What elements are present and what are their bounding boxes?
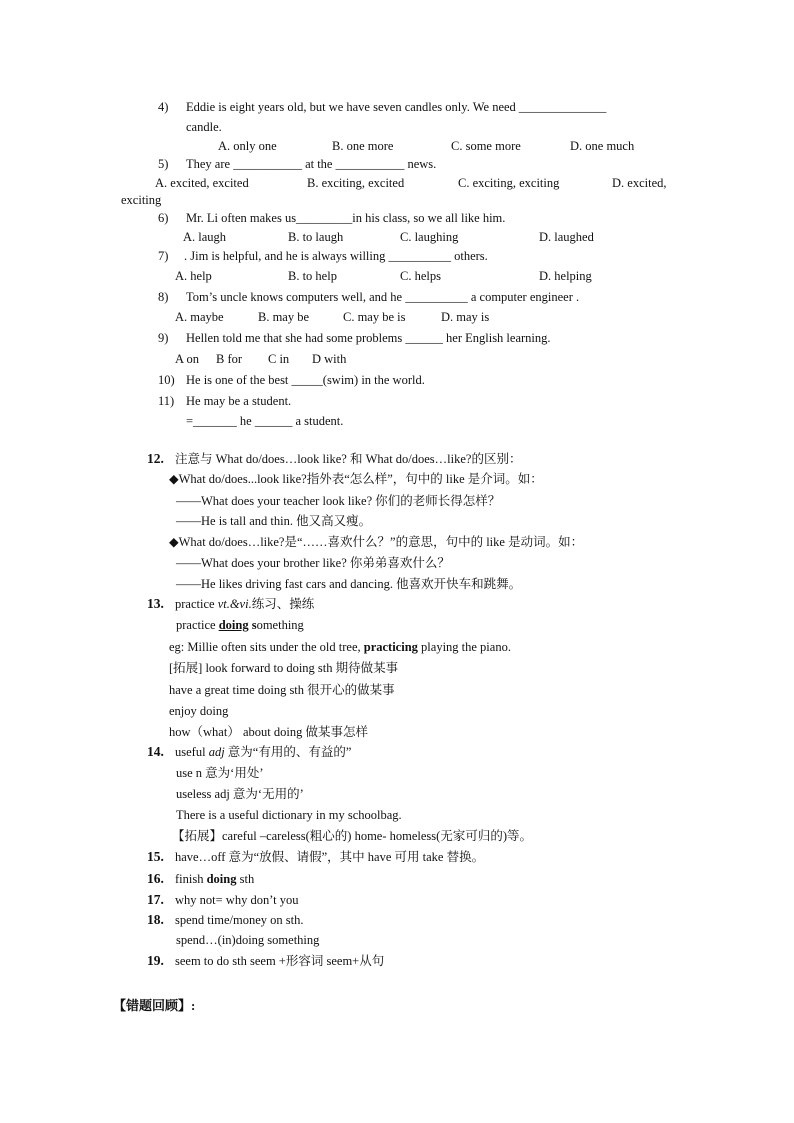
q4-option-d: D. one much xyxy=(570,139,635,153)
q4-option-b: B. one more xyxy=(332,139,394,153)
q6-option-a: A. laugh xyxy=(183,230,227,244)
note14-title: useful adj 意为“有用的、有益的” xyxy=(175,745,352,759)
note13-extension-1: [拓展] look forward to doing sth 期待做某事 xyxy=(169,661,399,675)
note13-extension-4: how（what） about doing 做某事怎样 xyxy=(169,725,368,739)
note12-example-3: ——What does your brother like? 你弟弟喜欢什么？ xyxy=(176,556,450,570)
q5-option-d: D. excited, xyxy=(612,176,667,190)
note13-example: eg: Millie often sits under the old tree, practicing playing the piano. xyxy=(169,640,511,654)
note13-number: 13. xyxy=(147,596,164,611)
q4-option-a: A. only one xyxy=(218,139,277,153)
q8-option-a: A. maybe xyxy=(175,310,224,324)
q7-option-b: B. to help xyxy=(288,269,337,283)
q5-number: 5) xyxy=(158,157,169,171)
q9-option-b: B for xyxy=(216,352,243,366)
q7-stem: . Jim is helpful, and he is always willing __________ others. xyxy=(184,249,488,263)
note18-number: 18. xyxy=(147,912,164,927)
q9-stem: Hellen told me that she had some problems ______ her English learning. xyxy=(186,331,551,345)
mistake-review-heading: 【错题回顾】: xyxy=(113,998,196,1013)
q6-option-b: B. to laugh xyxy=(288,230,344,244)
note16-text: finish doing sth xyxy=(175,872,255,886)
note12-example-2: ——He is tall and thin. 他又高又瘦。 xyxy=(176,514,372,528)
q8-number: 8) xyxy=(158,290,169,304)
note14-line-2: useless adj 意为‘无用的’ xyxy=(176,787,304,801)
q11-stem: He may be a student. xyxy=(186,394,292,408)
q4-stem: Eddie is eight years old, but we have seven candles only. We need ______________ xyxy=(186,100,607,114)
q5-option-b: B. exciting, excited xyxy=(307,176,405,190)
q9-option-a: A on xyxy=(175,352,199,366)
q5-option-c: C. exciting, exciting xyxy=(458,176,560,190)
q9-option-c: C in xyxy=(268,352,290,366)
q11-number: 11) xyxy=(158,394,175,408)
q5-option-a: A. excited, excited xyxy=(155,176,249,190)
q5-option-d-continued: exciting xyxy=(121,193,162,207)
q4-stem-continued: candle. xyxy=(186,120,222,134)
q7-number: 7) xyxy=(158,249,169,263)
note18-line-2: spend…(in)doing something xyxy=(176,933,320,947)
note14-line-3: There is a useful dictionary in my schoolbag. xyxy=(176,808,402,822)
q11-rewrite: =_______ he ______ a student. xyxy=(186,414,344,428)
q4-option-c: C. some more xyxy=(451,139,521,153)
note19-text: seem to do sth seem +形容词 seem+从句 xyxy=(175,954,385,968)
note14-line-1: use n 意为‘用处’ xyxy=(176,766,264,780)
note12-like-rule: ◆What do/does…like?是“……喜欢什么？”的意思，句中的 like 是动词。如： xyxy=(169,535,584,549)
note17-number: 17. xyxy=(147,892,164,907)
q8-option-c: C. may be is xyxy=(343,310,406,324)
q4-number: 4) xyxy=(158,100,169,114)
q6-option-d: D. laughed xyxy=(539,230,594,244)
q5-stem: They are ___________ at the ___________ news. xyxy=(186,157,437,171)
q10-number: 10) xyxy=(158,373,175,387)
note12-look-like-rule: ◆What do/does...look like?指外表“怎么样”，句中的 like 是介词。如： xyxy=(169,472,543,486)
q8-option-d: D. may is xyxy=(441,310,490,324)
note12-example-1: ——What does your teacher look like? 你们的老师长得怎样？ xyxy=(176,494,501,508)
note15-number: 15. xyxy=(147,849,164,864)
note18-text: spend time/money on sth. xyxy=(175,913,304,927)
note13-extension-3: enjoy doing xyxy=(169,704,229,718)
q7-option-d: D. helping xyxy=(539,269,592,283)
note16-number: 16. xyxy=(147,871,164,886)
note13-extension-2: have a great time doing sth 很开心的做某事 xyxy=(169,683,395,697)
q9-number: 9) xyxy=(158,331,169,345)
q7-option-a: A. help xyxy=(175,269,212,283)
note12-example-4: ——He likes driving fast cars and dancing. 他喜欢开快车和跳舞。 xyxy=(176,577,522,591)
note14-extension: 【拓展】careful –careless(粗心的) home- homeless(无家可归的)等。 xyxy=(172,829,532,843)
q10-stem: He is one of the best _____(swim) in the world. xyxy=(186,373,425,387)
q9-option-d: D with xyxy=(312,352,347,366)
q8-option-b: B. may be xyxy=(258,310,310,324)
note12-number: 12. xyxy=(147,451,164,466)
note19-number: 19. xyxy=(147,953,164,968)
q6-option-c: C. laughing xyxy=(400,230,459,244)
note15-text: have…off 意为“放假、请假”，其中 have 可用 take 替换。 xyxy=(175,850,485,864)
note13-pattern: practice doing something xyxy=(176,618,304,632)
note12-title: 注意与 What do/does…look like? 和 What do/does…like?的区别： xyxy=(175,452,522,466)
note13-title: practice vt.&vi.练习、操练 xyxy=(175,597,315,611)
note14-number: 14. xyxy=(147,744,164,759)
note17-text: why not= why don’t you xyxy=(175,893,299,907)
q6-number: 6) xyxy=(158,211,169,225)
q8-stem: Tom’s uncle knows computers well, and he __________ a computer engineer . xyxy=(186,290,580,304)
q6-stem: Mr. Li often makes us_________in his class, so we all like him. xyxy=(186,211,506,225)
q7-option-c: C. helps xyxy=(400,269,441,283)
